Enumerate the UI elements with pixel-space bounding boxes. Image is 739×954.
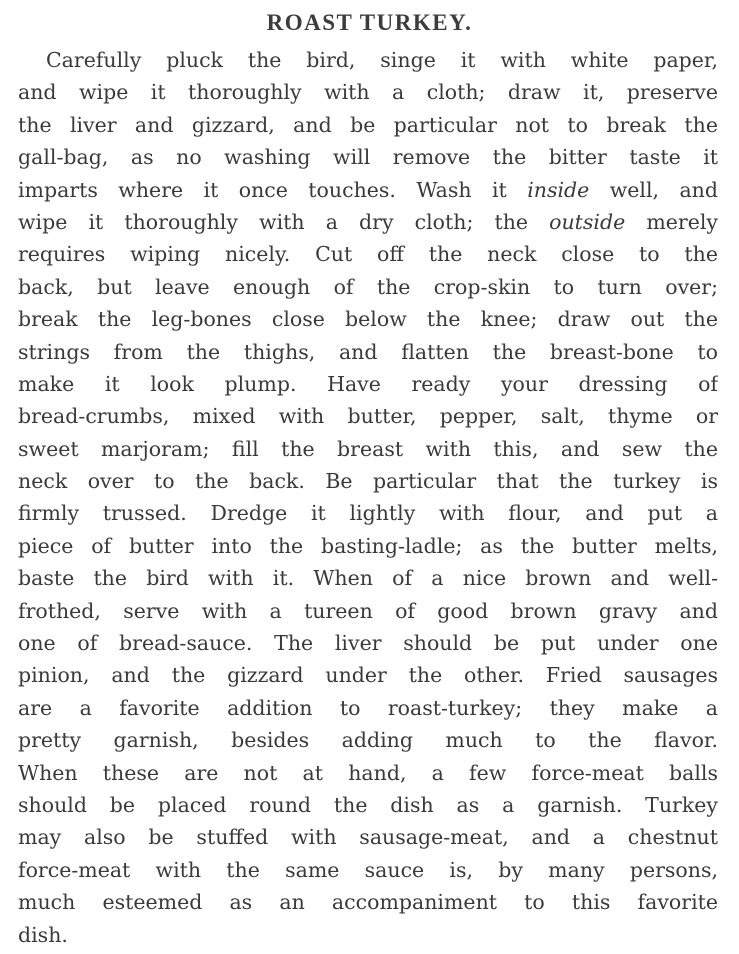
text-line: may also be stuffed with sausage-meat, and a chestnut [18, 825, 718, 850]
text-line: requires wiping nicely. Cut off the neck close to the [18, 242, 718, 267]
text-line: When these are not at hand, a few force-meat balls [18, 760, 718, 785]
text-line: strings from the thighs, and flatten the breast-bone to [18, 339, 718, 364]
text-line: sweet marjoram; fill the breast with this, and sew the [18, 436, 718, 461]
text-line: neck over to the back. Be particular that the turkey is [18, 469, 718, 494]
text-line: pinion, and the gizzard under the other. Fried sausages [18, 663, 718, 688]
text-line: Carefully pluck the bird, singe it with white paper, [46, 48, 718, 72]
text-segment: imparts where it once touches. Wash it [18, 177, 528, 202]
recipe-body [18, 44, 718, 951]
text-line [18, 206, 718, 238]
text-line: force-meat with the same sauce is, by many persons, [18, 857, 718, 882]
text-line: frothed, serve with a tureen of good brown gravy and [18, 598, 718, 623]
text-line: bread-crumbs, mixed with butter, pepper, salt, thyme or [18, 404, 718, 429]
text-line: baste the bird with it. When of a nice brown and well- [18, 566, 718, 591]
text-line: dish. [18, 922, 68, 947]
text-line: the liver and gizzard, and be particular not to break the [18, 112, 718, 137]
text-line: make it look plump. Have ready your dressing of [18, 371, 718, 396]
text-line: break the leg-bones close below the knee; draw out the [18, 307, 718, 332]
text-line [18, 174, 718, 206]
text-line: piece of butter into the basting-ladle; as the butter melts, [18, 533, 718, 558]
text-line: gall-bag, as no washing will remove the bitter taste it [18, 145, 718, 170]
text-line: and wipe it thoroughly with a cloth; draw it, preserve [18, 80, 718, 105]
text-line: pretty garnish, besides adding much to the flavor. [18, 728, 718, 753]
text-line: back, but leave enough of the crop-skin to turn over; [18, 274, 718, 299]
text-line: should be placed round the dish as a garnish. Turkey [18, 792, 718, 817]
text-segment: wipe it thoroughly with a dry cloth; the [18, 209, 550, 234]
italic-word: outside [549, 209, 626, 234]
text-line: one of bread-sauce. The liver should be put under one [18, 631, 718, 656]
text-line: much esteemed as an accompaniment to this favorite [18, 890, 718, 915]
text-line: firmly trussed. Dredge it lightly with flour, and put a [18, 501, 718, 526]
text-segment: merely [625, 209, 718, 234]
recipe-title: ROAST TURKEY. [266, 10, 473, 35]
italic-word: inside [527, 177, 590, 202]
text-segment: well, and [589, 177, 718, 202]
text-line: are a favorite addition to roast-turkey; they make a [18, 695, 718, 720]
